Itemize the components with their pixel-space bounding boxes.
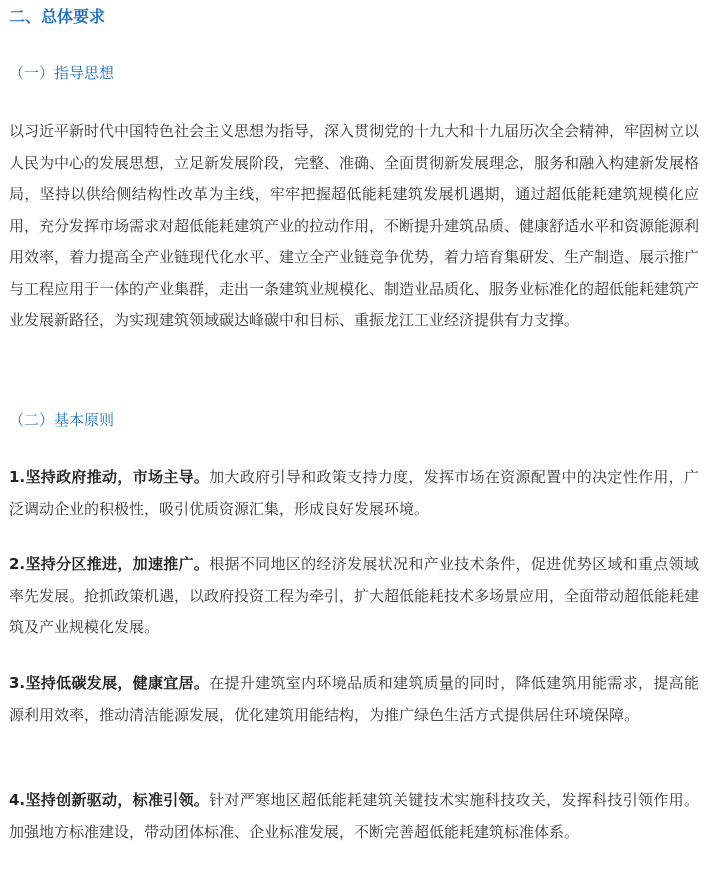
principle-item-2 [9,549,699,644]
principle-4-title: 4.坚持创新驱动，标准引领。 [9,791,210,809]
principle-3-text: 在提升建筑室内环境品质和建筑质量的同时，降低建筑用能需求，提高能源利用效率，推动清洁能源发展，优化建筑用能结构，为推广绿色生活方式提供居住环境保障。 [9,674,699,724]
principle-item-4 [9,785,699,848]
principle-2-text: 根据不同地区的经济发展状况和产业技术条件，促进优势区域和重点领域率先发展。抢抓政策机遇，以政府投资工程为牵引，扩大超低能耗技术多场景应用，全面带动超低能耗建筑及产业规模化发展。 [9,555,700,636]
basic-principles-heading: （二）基本原则 [9,411,115,429]
principle-1-text: 加大政府引导和政策支持力度，发挥市场在资源配置中的决定性作用，广泛调动企业的积极性，吸引优质资源汇集，形成良好发展环境。 [9,468,699,518]
guiding-ideology-paragraph: 以习近平新时代中国特色社会主义思想为指导，深入贯彻党的十九大和十九届历次全会精神，牢固树立以人民为中心的发展思想，立足新发展阶段，完整、准确、全面贯彻新发展理念，服务和融入构建新发展格局，坚持以供给侧结构性改革为主线，牢牢把握超低能耗建筑发展机遇期，通过超低能耗建筑规模化应用，充分发挥市场需求对超低能耗建筑产业的拉动作用，不断提升建筑品质、健康舒适水平和资源能源利用效率，着力提高全产业链现代化水平、建立全产业链竞争优势，着力培育集研发、生产制造、展示推广与工程应用于一体的产业集群，走出一条建筑业规模化、制造业品质化、服务业标准化的超低能耗建筑产业发展新路径，为实现建筑领域碳达峰碳中和目标、重振龙江工业经济提供有力支撑。 [9,122,700,329]
principle-3-title: 3.坚持低碳发展，健康宜居。 [9,674,210,692]
principle-4-text: 针对严寒地区超低能耗建筑关键技术实施科技攻关，发挥科技引领作用。加强地方标准建设，带动团体标准、企业标准发展，不断完善超低能耗建筑标准体系。 [9,791,699,841]
principle-item-3 [9,668,699,731]
principle-1-title: 1.坚持政府推动，市场主导。 [9,468,210,486]
principle-item-1 [9,462,699,525]
guiding-ideology-heading: （一）指导思想 [9,64,115,82]
principle-2-title: 2.坚持分区推进，加速推广。 [9,555,210,573]
section-heading: 二、总体要求 [9,7,106,26]
